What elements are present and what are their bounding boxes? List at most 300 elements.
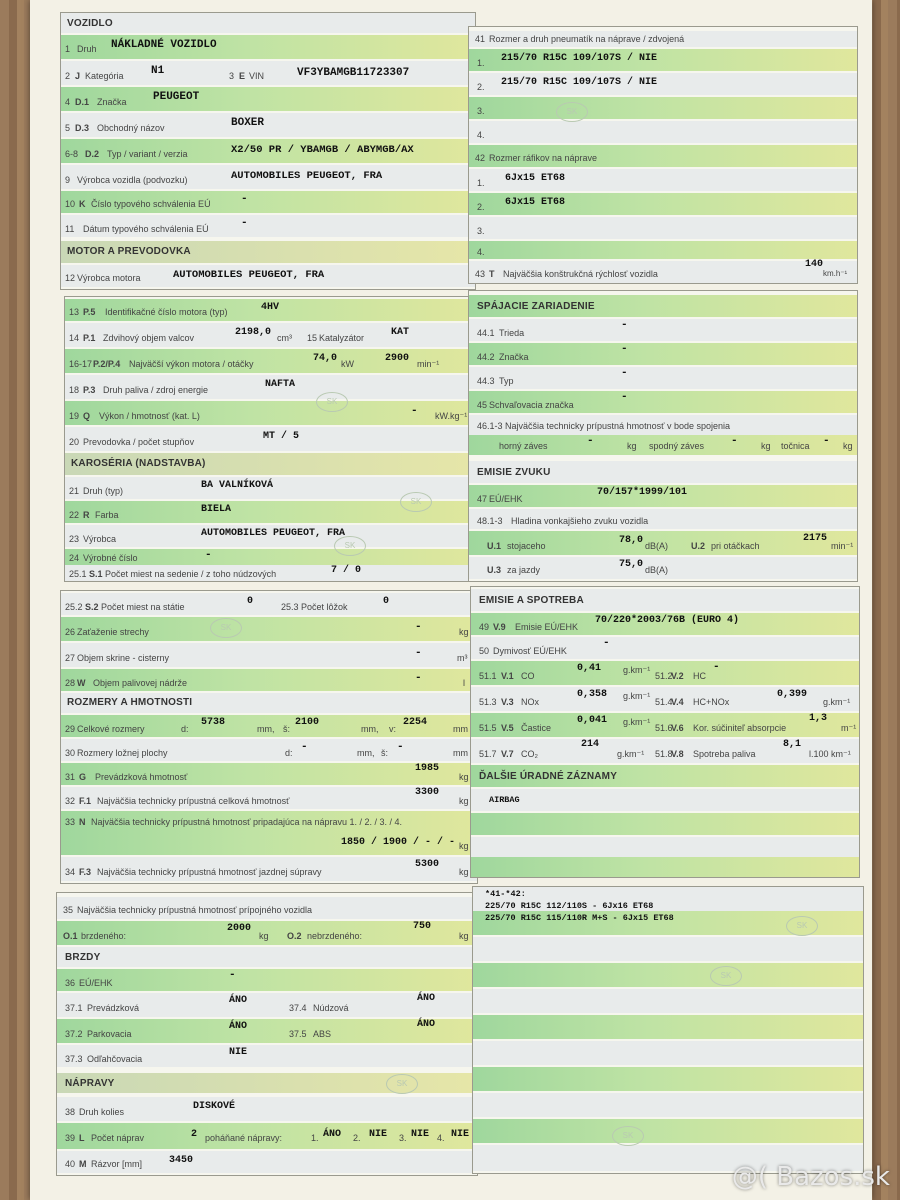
field-row-5 [61,113,475,137]
field-code: U.1 [487,541,502,551]
field-row-u3 [469,557,857,579]
field-num: 13 [69,307,80,317]
field-value: - [397,741,404,753]
field-code: V.4 [671,697,684,707]
field-value: 7 / 0 [331,565,362,576]
field-value: 0,041 [577,715,608,726]
field-num: 14 [69,333,80,343]
field-value: 0 [247,596,254,607]
field-num: 2 [65,71,71,81]
section-title-engine [61,241,475,263]
field-code: V.6 [671,723,684,733]
field-row-u1 [469,531,857,555]
field-code: D.3 [75,123,90,133]
field-code: S.2 [85,602,99,612]
field-unit: kg [627,441,637,451]
field-label: Výrobca vozidla (podvozku) [77,175,188,185]
field-code: M [79,1159,87,1169]
field-value: 70/157*1999/101 [597,487,688,498]
field-label: d: [285,748,293,758]
field-value: - [205,549,212,561]
field-label: Druh paliva / zdroj energie [103,385,209,395]
panel-brakes-axles [56,892,478,1176]
field-value: - [415,647,422,659]
field-label: Zaťaženie strechy [77,627,149,637]
panel-engine [64,296,478,582]
field-label: š: [283,724,291,734]
field-unit: mm [453,748,468,758]
field-row-34 [61,857,477,881]
sk-seal-icon: SK [210,618,242,638]
field-label: Hladina vonkajšieho zvuku vozidla [511,516,649,526]
field-value: DISKOVÉ [193,1101,236,1112]
sk-seal-icon: SK [612,1126,644,1146]
field-value: 70/220*2003/76B (EURO 4) [595,615,740,626]
sk-seal-icon: SK [386,1074,418,1094]
field-num: 37.1 [65,1003,83,1013]
field-num: 16-17 [69,359,93,369]
field-code: P.5 [83,307,96,317]
field-value: 0,41 [577,663,602,674]
field-label: Počet miest na sedenie / z toho núdzových [105,569,277,579]
field-code: T [489,269,495,279]
field-row-24 [65,549,477,565]
section-title-body [65,453,477,475]
panel-coupling-noise [468,290,858,582]
field-num: 19 [69,411,80,421]
field-code: D.2 [85,149,100,159]
field-num: 3. [477,106,485,116]
field-unit: kg [761,441,771,451]
field-label: Prevodovka / počet stupňov [83,437,195,447]
field-unit: mm, [357,748,375,758]
field-row-47 [469,485,857,507]
field-label: Druh [77,44,97,54]
field-label: ABS [313,1029,332,1039]
field-value: - [229,969,236,981]
notes-row-7 [473,1041,863,1065]
field-value: 1850 / 1900 / - / - [341,837,456,848]
field-num: 44.1 [477,328,495,338]
field-unit: mm, [257,724,275,734]
field-value: 3300 [415,787,440,798]
field-value: NIE [229,1047,248,1058]
field-code: F.1 [79,796,92,806]
field-value: ÁNO [417,993,436,1004]
field-row-25-2 [61,593,477,615]
field-value: - [301,741,308,753]
field-num: 51.4 [655,697,673,707]
field-label: Odľahčovacia [87,1054,143,1064]
section-title-records [471,765,859,787]
field-label: Číslo typového schválenia EÚ [91,199,211,209]
axle-num: 3. [399,1133,407,1143]
field-unit: kg [459,867,469,877]
notes-row-10 [473,1119,863,1143]
notes-row-8 [473,1067,863,1091]
field-value: 140 [805,259,824,270]
vin-value: VF3YBAMGB11723307 [297,67,410,79]
field-code: G [79,772,87,782]
field-label: Kategória [85,71,124,81]
rim-row-4 [469,241,857,259]
field-label: Dymivosť EÚ/EHK [493,646,567,656]
section-title: EMISIE ZVUKU [477,467,551,478]
records-row-4 [471,857,859,877]
field-unit: kg [259,931,269,941]
field-num: 33 [65,817,76,827]
field-row-49 [471,613,859,635]
field-value: AUTOMOBILES PEUGEOT, FRA [201,528,346,539]
field-value: 2000 [227,923,252,934]
field-num: 4. [477,130,485,140]
notes-row-1 [473,887,863,911]
registration-document [30,0,872,1200]
field-value: - [713,661,720,673]
field-unit: kg [459,772,469,782]
section-title: EMISIE A SPOTREBA [479,595,584,606]
rim-row-2 [469,193,857,215]
field-label: Najväčšia technicky prípustná hmotnosť prípojného vozidla [77,905,313,915]
field-num: 25.2 [65,602,83,612]
field-label: Výrobca motora [77,273,141,283]
field-num: 27 [65,653,76,663]
field-code: V.3 [501,697,514,707]
field-unit: g.km⁻¹ [623,665,651,675]
note-line: 225/70 R15C 115/110R M+S - 6Jx15 ET68 [485,913,674,923]
field-row-51-7 [471,739,859,763]
field-row-37-1 [57,993,477,1017]
field-code: Q [83,411,91,421]
section-title-vehicle [61,13,475,33]
rim-row-3 [469,217,857,239]
note-line: *41-*42: [485,889,526,899]
axle-num: 2. [353,1133,361,1143]
field-unit: g.km⁻¹ [623,717,651,727]
field-num: 37.3 [65,1054,83,1064]
tyre-row-2 [469,73,857,95]
field-num: 32 [65,796,76,806]
section-title: NÁPRAVY [65,1078,115,1089]
section-title-coupling [469,295,857,317]
field-row-10 [61,191,475,213]
field-row-11 [61,215,475,237]
field-unit: m³ [457,653,468,663]
notes-row-6 [473,1015,863,1039]
field-value: 2175 [803,533,828,544]
field-value: KAT [391,327,410,338]
field-num: 37.5 [289,1029,307,1039]
field-num: 28 [65,678,76,688]
field-row-46 [469,415,857,435]
field-label: Výkon / hmotnosť (kat. L) [99,411,200,421]
panel-emissions [470,586,860,878]
field-num: 37.4 [289,1003,307,1013]
field-label: NOx [521,697,539,707]
field-value: - [241,217,248,229]
field-code: V.5 [501,723,514,733]
field-value: 0 [383,596,390,607]
field-label: Značka [97,97,127,107]
field-value: - [621,319,628,331]
field-value: N1 [151,65,165,77]
field-num: 12 [65,273,76,283]
field-label: Prevádzková hmotnosť [95,772,188,782]
field-row-51-5 [471,713,859,737]
field-row-50 [471,637,859,659]
field-unit: min⁻¹ [831,541,854,551]
field-value: 8,1 [783,739,802,750]
field-code: J [75,71,81,81]
field-label: Objem palivovej nádrže [93,678,188,688]
field-unit: km.h⁻¹ [823,269,848,278]
field-num: 26 [65,627,76,637]
field-code: R [83,510,90,520]
field-num: 20 [69,437,80,447]
field-row-40 [57,1151,477,1173]
field-code: V.8 [671,749,684,759]
panel-vehicle [60,12,476,290]
field-code: L [79,1133,85,1143]
field-label: horný záves [499,441,548,451]
section-title: ĎALŠIE ÚRADNÉ ZÁZNAMY [479,771,618,782]
field-code: S.1 [89,569,103,579]
field-num: 51.3 [479,697,497,707]
field-num: 51.6 [655,723,673,733]
field-value: - [621,343,628,355]
field-value: 0,358 [577,689,608,700]
field-num: 42 [475,153,486,163]
field-num: 1. [477,58,485,68]
field-unit: l [463,678,465,688]
panel-dimensions [60,590,478,884]
field-row-35 [57,897,477,919]
axle-driven: NIE [451,1129,470,1140]
field-unit: kg [459,841,469,851]
field-row-27 [61,643,477,667]
field-num: 40 [65,1159,76,1169]
field-num: 39 [65,1133,76,1143]
field-num: 3. [477,226,485,236]
field-code: E [239,71,246,81]
section-title: SPÁJACIE ZARIADENIE [477,301,595,312]
field-row-4 [61,87,475,111]
field-unit: cm³ [277,333,292,343]
field-label: poháňané nápravy: [205,1133,283,1143]
field-label: Katalyzátor [319,333,365,343]
field-label: Rázvor [mm] [91,1159,143,1169]
field-num: 44.3 [477,376,495,386]
section-title-brakes [57,947,477,967]
field-value: - [415,672,422,684]
field-row-41 [469,31,857,47]
field-value: 0,399 [777,689,808,700]
field-num: 22 [69,510,80,520]
field-row-29 [61,715,477,737]
field-num: 1 [65,44,71,54]
field-num: 11 [65,224,75,234]
field-code: O.2 [287,931,302,941]
field-row-51-3 [471,687,859,711]
field-row-30 [61,739,477,761]
field-value: BOXER [231,117,265,129]
field-label: Najväčší výkon motora / otáčky [129,359,254,369]
field-value: - [603,637,610,649]
field-label: Typ / variant / verzia [107,149,188,159]
field-label: Najväčšia technicky prípustná celková hmotnosť [97,796,290,806]
airbag-note: AIRBAG [489,795,520,805]
field-unit: kW.kg⁻¹ [435,411,468,421]
field-row-51-1 [471,661,859,685]
field-num: 21 [69,486,80,496]
field-code: V.9 [493,622,506,632]
bazos-watermark: @( Bazos.sk [731,1162,890,1192]
field-code: P.1 [83,333,96,343]
field-label: nebrzdeného: [307,931,363,941]
field-label: Rozmer ráfikov na nápravе [489,153,598,163]
field-num: 5 [65,123,71,133]
field-row-37-3 [57,1045,477,1067]
field-unit: kg [843,441,853,451]
section-title-dimensions [61,693,477,713]
field-value: 1985 [415,763,440,774]
field-label: Schvaľovacia značka [489,400,574,410]
field-value: - [621,391,628,403]
field-label: EÚ/EHK [489,494,523,504]
field-row-45 [469,391,857,413]
field-row-33 [61,811,477,855]
axle-driven: NIE [411,1129,430,1140]
field-row-31 [61,763,477,785]
field-num: 50 [479,646,490,656]
field-row-42 [469,145,857,167]
field-code: U.3 [487,565,502,575]
field-code: P.3 [83,385,96,395]
field-label: brzdeného: [81,931,127,941]
field-label: Rozmer a druh pneumatík na nápravе / zdvojená [489,34,685,44]
field-label: CO₂ [521,749,538,759]
field-row-9 [61,165,475,189]
field-label: š: [381,748,389,758]
field-row-32 [61,787,477,809]
field-value: 1,3 [809,713,828,724]
field-label: Dátum typového schválenia EÚ [83,224,209,234]
field-value: PEUGEOT [153,91,200,103]
field-value: NÁKLADNÉ VOZIDLO [111,39,217,51]
field-row-39 [57,1123,477,1149]
field-unit: l.100 km⁻¹ [809,749,851,759]
field-value: AUTOMOBILES PEUGEOT, FRA [231,170,383,182]
field-num: 24 [69,553,80,563]
field-row-48 [469,509,857,529]
records-row-1 [471,789,859,811]
field-value: 74,0 [313,353,338,364]
field-code: V.2 [671,671,684,681]
length-value: 5738 [201,717,226,728]
field-value: ÁNO [229,1021,248,1032]
records-row-2 [471,813,859,835]
field-num: 43 [475,269,486,279]
field-row-o [57,921,477,945]
field-num: 36 [65,978,76,988]
field-label: Výrobca [83,534,117,544]
field-label: Núdzová [313,1003,349,1013]
field-value: - [587,435,594,447]
field-row-25 [65,565,477,581]
section-title: MOTOR A PREVODOVKA [67,246,191,257]
field-row-43 [469,261,857,283]
field-label: v: [389,724,397,734]
field-row-1 [61,35,475,59]
tyre-row-3 [469,97,857,119]
field-row-16 [65,349,477,373]
field-unit: min⁻¹ [417,359,440,369]
field-value: 6Jx15 ET68 [505,197,566,208]
field-num: 35 [63,905,74,915]
field-label: CO [521,671,535,681]
section-title-noise [469,461,857,483]
field-label: Objem skrine - cisterny [77,653,170,663]
field-num: 41 [475,34,486,44]
field-label: pri otáčkach [711,541,760,551]
field-unit: kg [459,627,469,637]
notes-row-4 [473,963,863,987]
field-num: 49 [479,622,490,632]
field-label: Identifikačné číslo motora (typ) [105,307,228,317]
field-unit: kW [341,359,354,369]
field-value: BIELA [201,504,232,515]
field-value: - [411,405,418,417]
field-row-20 [65,427,477,451]
height-value: 2254 [403,717,428,728]
field-code: N [79,817,86,827]
field-value: 75,0 [619,559,644,570]
axle-driven: NIE [369,1129,388,1140]
note-line: 225/70 R15C 112/110S - 6Jx16 ET68 [485,901,654,911]
field-row-44-1 [469,319,857,341]
field-num: 15 [307,333,318,343]
section-title: ROZMERY A HMOTNOSTI [67,697,193,708]
field-num: 2. [477,82,485,92]
field-value: 750 [413,921,432,932]
field-label: d: [181,724,189,734]
field-code: K [79,199,86,209]
field-unit: dB(A) [645,541,669,551]
field-num: 38 [65,1107,76,1117]
field-unit: m⁻¹ [841,723,857,733]
field-label: Zdvihový objem valcov [103,333,195,343]
field-code: V.1 [501,671,514,681]
tyre-row-1 [469,49,857,71]
field-label: Obchodný názov [97,123,165,133]
field-label: Počet miest na státie [101,602,185,612]
field-value: NAFTA [265,379,296,390]
field-label: Najväčšia konštrukčná rýchlosť vozidla [503,269,658,279]
field-label: Parkovacia [87,1029,132,1039]
axle-driven: ÁNO [323,1129,342,1140]
field-value: 2900 [385,353,410,364]
field-code: O.1 [63,931,78,941]
section-title: VOZIDLO [67,18,113,29]
field-label: Farba [95,510,119,520]
axle-num: 4. [437,1133,445,1143]
section-title: KAROSÉRIA (NADSTAVBA) [71,458,206,469]
field-num: 44.2 [477,352,495,362]
field-num: 25.1 [69,569,87,579]
field-row-14 [65,323,477,347]
field-row-26 [61,617,477,641]
field-num: 10 [65,199,76,209]
